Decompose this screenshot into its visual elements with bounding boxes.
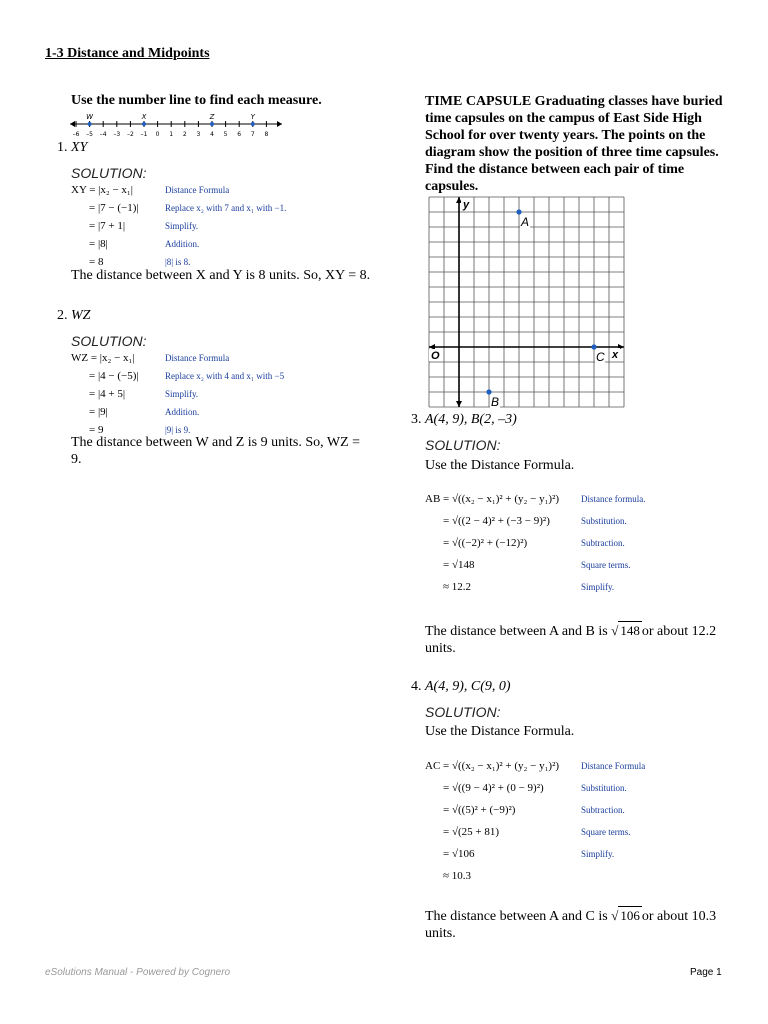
radical: √ 106 <box>611 908 640 923</box>
grid-point-label: C <box>596 350 605 364</box>
step-reason: Replace x₂ with 7 and x₁ with −1. <box>165 203 287 213</box>
point-label: Z <box>209 113 215 121</box>
step-reason: Simplify. <box>165 389 199 399</box>
point-label: X <box>141 113 147 121</box>
step-reason: Distance Formula <box>165 353 230 363</box>
answer-4 <box>425 906 735 942</box>
answer-text: units. <box>425 926 456 941</box>
answer-2: The distance between W and Z is 9 units. So, WZ = 9. <box>71 435 361 467</box>
step-reason: Subtraction. <box>581 805 625 815</box>
step-equation: = |7 − (−1)| <box>89 202 139 214</box>
solution-steps-4 <box>425 760 725 890</box>
number-line-point <box>251 122 255 126</box>
step-equation: = √(25 + 81) <box>443 826 500 838</box>
radicand: 106 <box>620 908 640 923</box>
step-equation: = 9 <box>89 424 104 436</box>
tick-label: 8 <box>264 131 269 138</box>
step-equation: = √106 <box>443 848 475 860</box>
coordinate-grid <box>425 193 640 411</box>
solution-steps-2 <box>71 352 371 437</box>
tick-label: 7 <box>250 131 255 138</box>
answer-text: or about 12.2 <box>641 624 717 639</box>
tick-label: 5 <box>223 131 228 138</box>
step-equation: = √((9 − 4)² + (0 − 9)²) <box>443 782 544 794</box>
step-reason: Addition. <box>165 239 200 249</box>
step-equation: = √((2 − 4)² + (−3 − 9)²) <box>443 515 550 527</box>
step-equation: = |9| <box>89 406 108 418</box>
page-title: 1-3 Distance and Midpoints <box>45 46 210 61</box>
step-reason: Simplify. <box>581 849 615 859</box>
grid-point <box>591 344 596 349</box>
problem-number: 2. <box>57 308 68 323</box>
grid-point-label: B <box>491 395 500 409</box>
number-line <box>68 108 286 140</box>
tick-label: –1 <box>140 131 148 138</box>
tick-label: 0 <box>155 131 160 138</box>
answer-text: The distance between A and B is <box>425 624 608 639</box>
step-reason: Distance formula. <box>581 494 646 504</box>
arrow-right-icon <box>277 121 282 127</box>
number-line-point <box>210 122 214 126</box>
solution-steps-3 <box>425 493 725 603</box>
answer-text: The distance between A and C is <box>425 909 608 924</box>
tick-label: 4 <box>210 131 214 138</box>
step-equation: = |8| <box>89 238 108 250</box>
step-equation: = √((−2)² + (−12)²) <box>443 537 528 549</box>
step-reason: Subtraction. <box>581 538 625 548</box>
footer-credit: eSolutions Manual - Powered by Cognero <box>45 967 231 978</box>
problem-number: 1. <box>57 140 68 155</box>
answer-text: units. <box>425 641 456 656</box>
tick-label: –3 <box>113 131 121 138</box>
problem-number: 4. <box>411 679 422 694</box>
problem-2-header <box>57 307 90 324</box>
radical: √ 148 <box>611 623 640 638</box>
problem-3-header <box>411 411 517 428</box>
grid-point <box>516 209 521 214</box>
y-axis-label: y <box>463 199 470 211</box>
origin-label: O <box>431 350 440 362</box>
page-number: Page 1 <box>690 967 722 978</box>
grid-point-label: A <box>521 215 530 229</box>
step-equation: ≈ 10.3 <box>443 870 472 882</box>
tick-label: 3 <box>196 131 201 138</box>
tick-label: 2 <box>182 131 187 138</box>
solution-label: SOLUTION: <box>425 437 501 453</box>
use-distance-formula: Use the Distance Formula. <box>425 724 575 739</box>
step-reason: Distance Formula <box>165 185 230 195</box>
solution-label: SOLUTION: <box>425 704 501 720</box>
step-equation: = |4 + 5| <box>89 388 126 400</box>
step-reason: Substitution. <box>581 783 627 793</box>
step-equation: XY = |x₂ − x₁| <box>71 184 133 196</box>
step-reason: Simplify. <box>581 582 615 592</box>
use-distance-formula: Use the Distance Formula. <box>425 458 575 473</box>
time-capsule-intro: TIME CAPSULE Graduating classes have buried time capsules on the campus of East Side High School for over twenty years. The points on the diagram show the position of three time capsules. Find the distance between each pair of time capsules. <box>425 94 723 194</box>
tick-label: 6 <box>237 131 242 138</box>
answer-3 <box>425 621 735 657</box>
problem-number: 3. <box>411 412 422 427</box>
problem-label: XY <box>71 140 88 155</box>
step-equation: = |4 − (−5)| <box>89 370 139 382</box>
solution-steps-1 <box>71 184 371 269</box>
arrow-down-icon <box>456 401 462 407</box>
step-equation: ≈ 12.2 <box>443 581 472 593</box>
solution-label: SOLUTION: <box>71 333 147 349</box>
answer-1: The distance between X and Y is 8 units. So, XY = 8. <box>71 268 371 283</box>
step-reason: |9| is 9. <box>165 425 191 435</box>
step-reason: Replace x₂ with 4 and x₁ with −5 <box>165 371 285 381</box>
tick-label: –2 <box>126 131 134 138</box>
problem-label: WZ <box>71 308 91 323</box>
number-line-point <box>88 122 92 126</box>
problem-label: A(4, 9), B(2, –3) <box>425 412 517 427</box>
solution-label: SOLUTION: <box>71 165 147 181</box>
arrow-left-icon <box>70 121 75 127</box>
step-reason: Square terms. <box>581 560 631 570</box>
step-equation: = √148 <box>443 559 475 571</box>
problem-4-header <box>411 678 511 695</box>
step-equation: AB = √((x₂ − x₁)² + (y₂ − y₁)²) <box>425 493 560 505</box>
grid-point <box>486 389 491 394</box>
step-equation: = |7 + 1| <box>89 220 126 232</box>
step-equation: WZ = |x₂ − x₁| <box>71 352 135 364</box>
radicand: 148 <box>620 623 640 638</box>
tick-label: –4 <box>99 131 107 138</box>
tick-label: –6 <box>72 131 80 138</box>
step-equation: AC = √((x₂ − x₁)² + (y₂ − y₁)²) <box>425 760 560 772</box>
step-reason: Addition. <box>165 407 200 417</box>
instruction: Use the number line to find each measure. <box>71 93 322 108</box>
answer-text: or about 10.3 <box>641 909 717 924</box>
step-reason: Simplify. <box>165 221 199 231</box>
tick-label: 1 <box>169 131 174 138</box>
number-line-point <box>142 122 146 126</box>
problem-1-header <box>57 139 87 156</box>
problem-label: A(4, 9), C(9, 0) <box>425 679 511 694</box>
tick-label: –5 <box>86 131 94 138</box>
step-equation: = √((5)² + (−9)²) <box>443 804 516 816</box>
x-axis-label: x <box>612 349 619 361</box>
step-reason: Distance Formula <box>581 761 646 771</box>
point-label: Y <box>250 113 255 121</box>
step-reason: Substitution. <box>581 516 627 526</box>
step-equation: = 8 <box>89 256 104 268</box>
step-reason: |8| is 8. <box>165 257 191 267</box>
step-reason: Square terms. <box>581 827 631 837</box>
point-label: W <box>86 113 94 121</box>
